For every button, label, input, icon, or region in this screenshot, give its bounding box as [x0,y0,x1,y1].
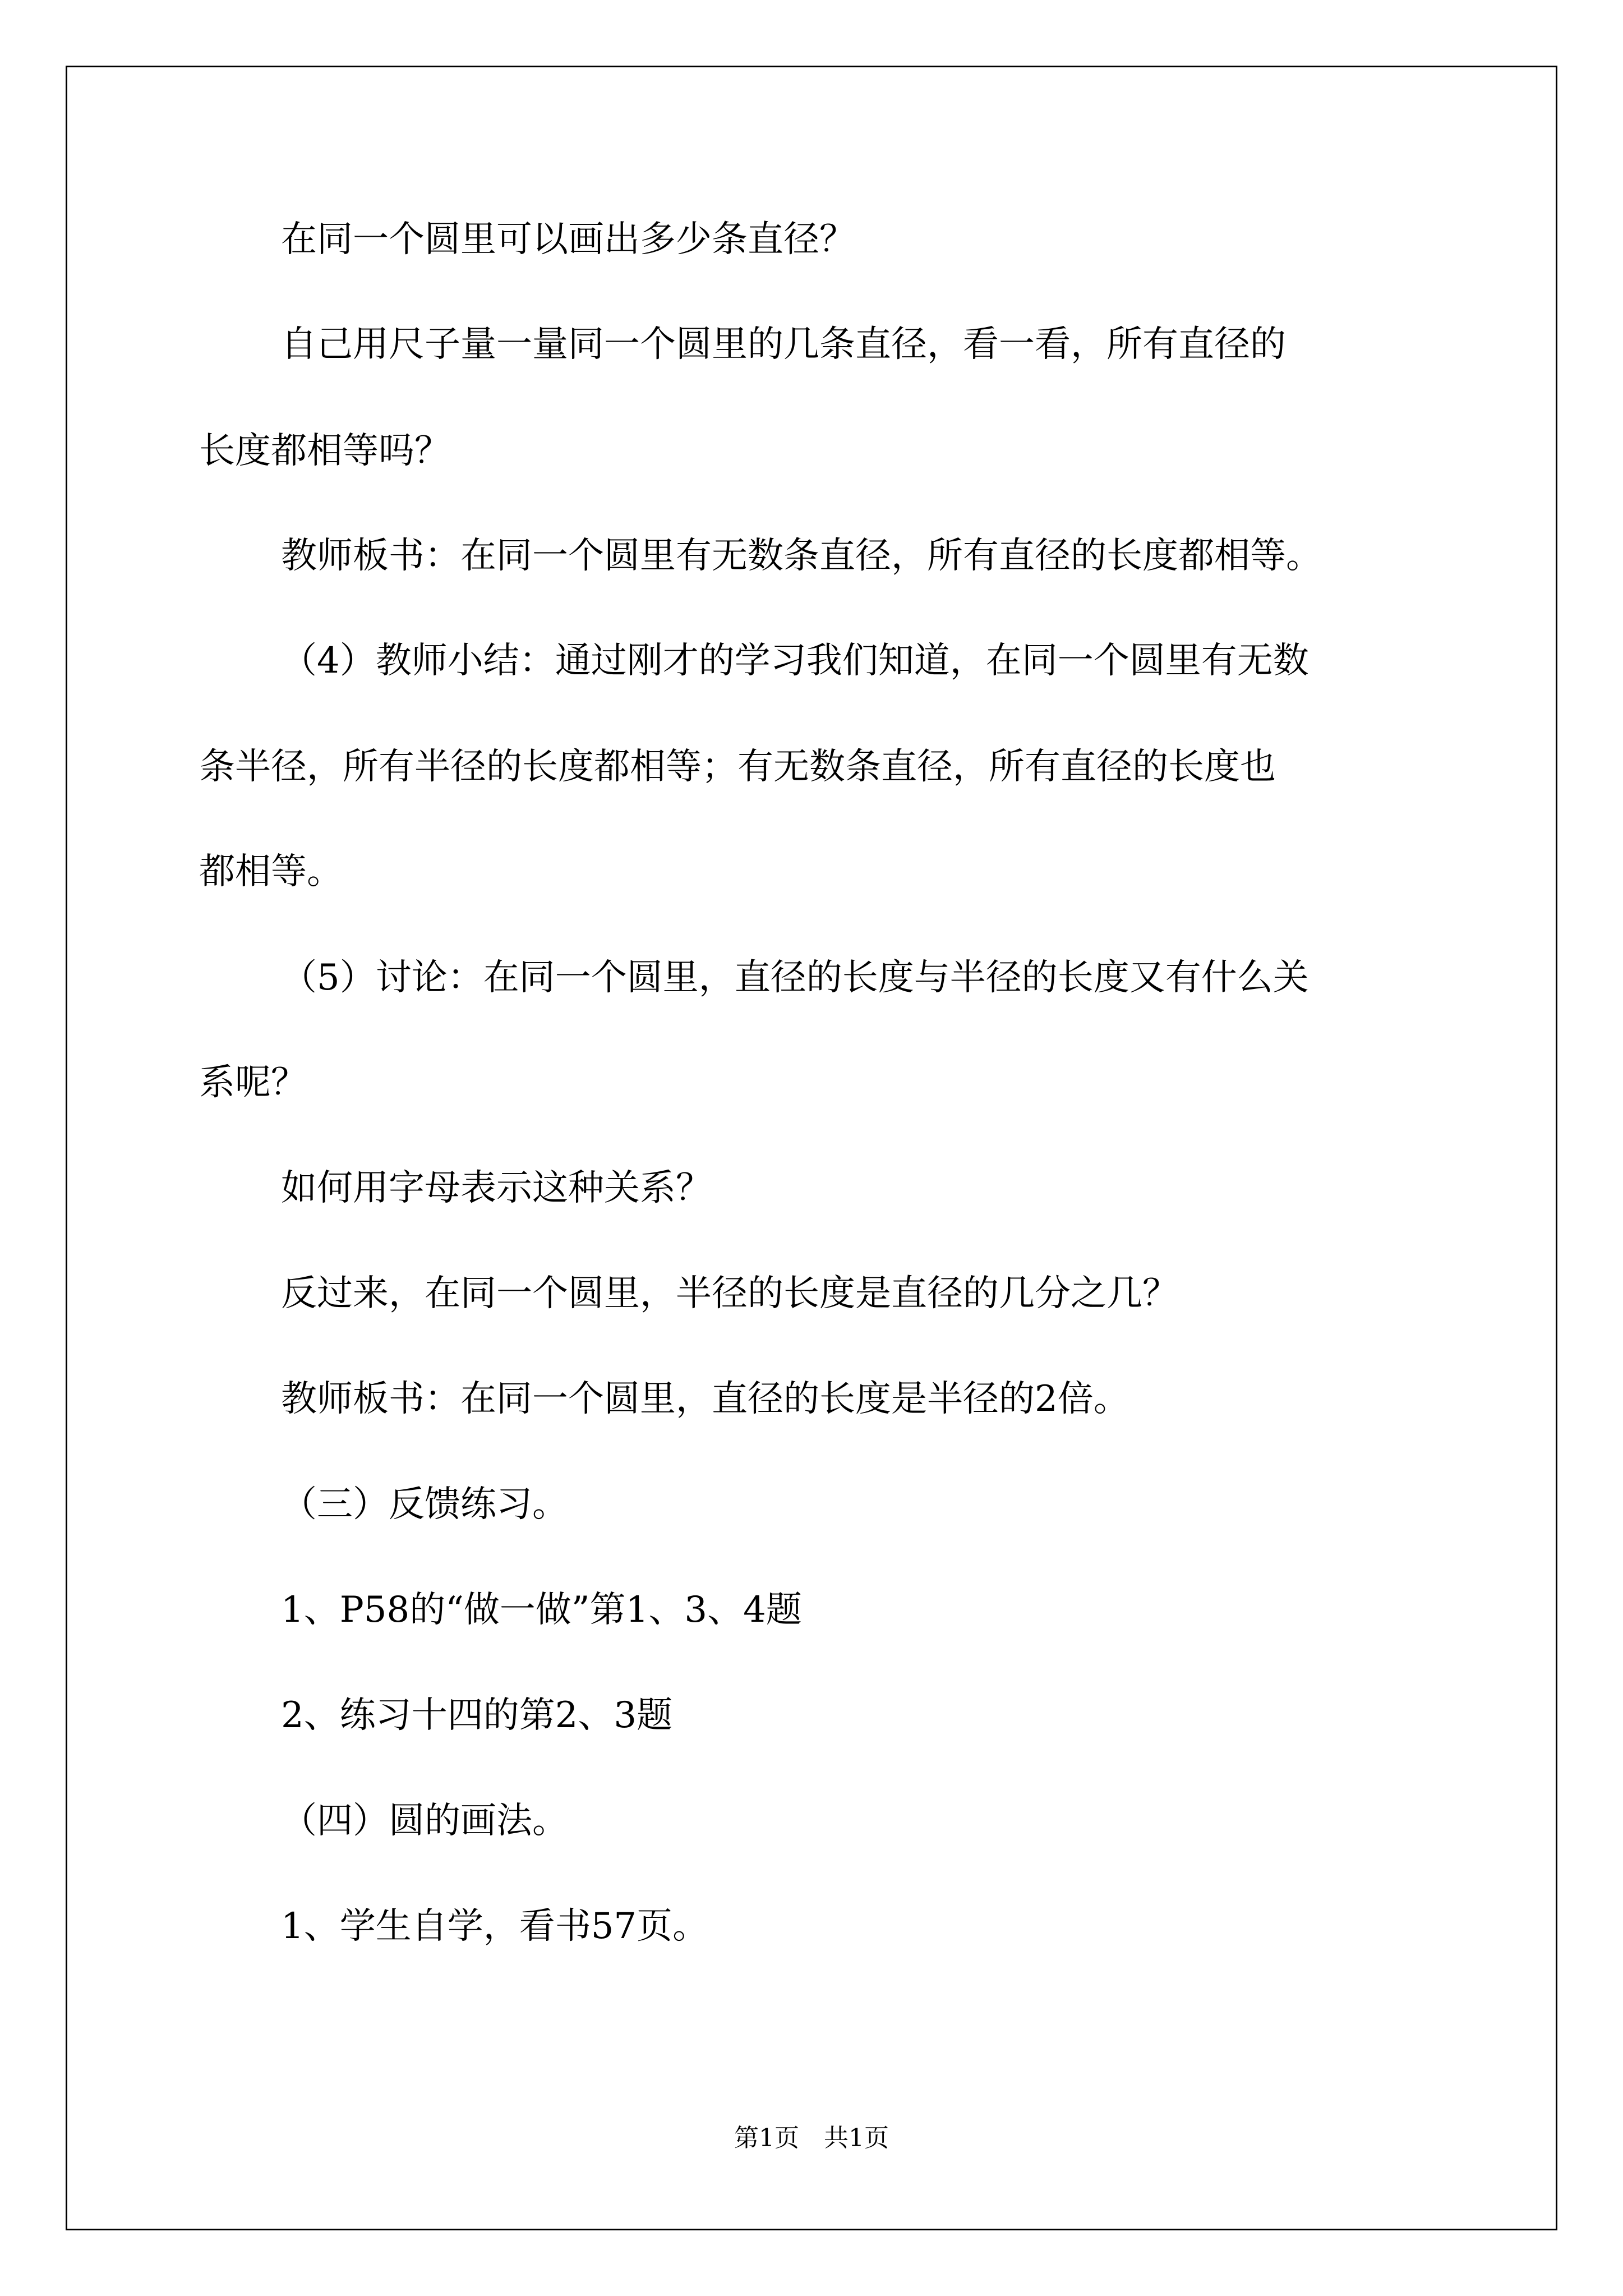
paragraph: 教师板书：在同一个圆里有无数条直径，所有直径的长度都相等。 [281,535,1322,577]
paragraph: 条半径，所有半径的长度都相等；有无数条直径，所有直径的长度也 [199,746,1276,788]
paragraph: 反过来，在同一个圆里，半径的长度是直径的几分之几？ [281,1273,1178,1314]
paragraph: 长度都相等吗？ [199,430,450,472]
paragraph: （四）圆的画法。 [281,1800,568,1842]
paragraph: 系呢？ [199,1062,307,1103]
paragraph: 自己用尺子量一量同一个圆里的几条直径，看一看，所有直径的 [281,324,1286,365]
paragraph: 1、P58的“做一做”第1、3、4题 [281,1589,802,1631]
paragraph: 在同一个圆里可以画出多少条直径？ [281,219,855,260]
paragraph: 1、学生自学，看书57页。 [281,1906,709,1947]
paragraph: 2、练习十四的第2、3题 [281,1695,673,1736]
paragraph: （5）讨论：在同一个圆里，直径的长度与半径的长度又有什么关 [281,957,1309,999]
paragraph: 都相等。 [199,851,343,892]
paragraph: （三）反馈练习。 [281,1484,568,1525]
paragraph: 如何用字母表示这种关系？ [281,1167,712,1209]
paragraph: （4）教师小结：通过刚才的学习我们知道，在同一个圆里有无数 [281,640,1309,682]
page-number-footer: 第1页 共1页 [734,2124,889,2152]
paragraph: 教师板书：在同一个圆里，直径的长度是半径的2倍。 [281,1378,1129,1420]
